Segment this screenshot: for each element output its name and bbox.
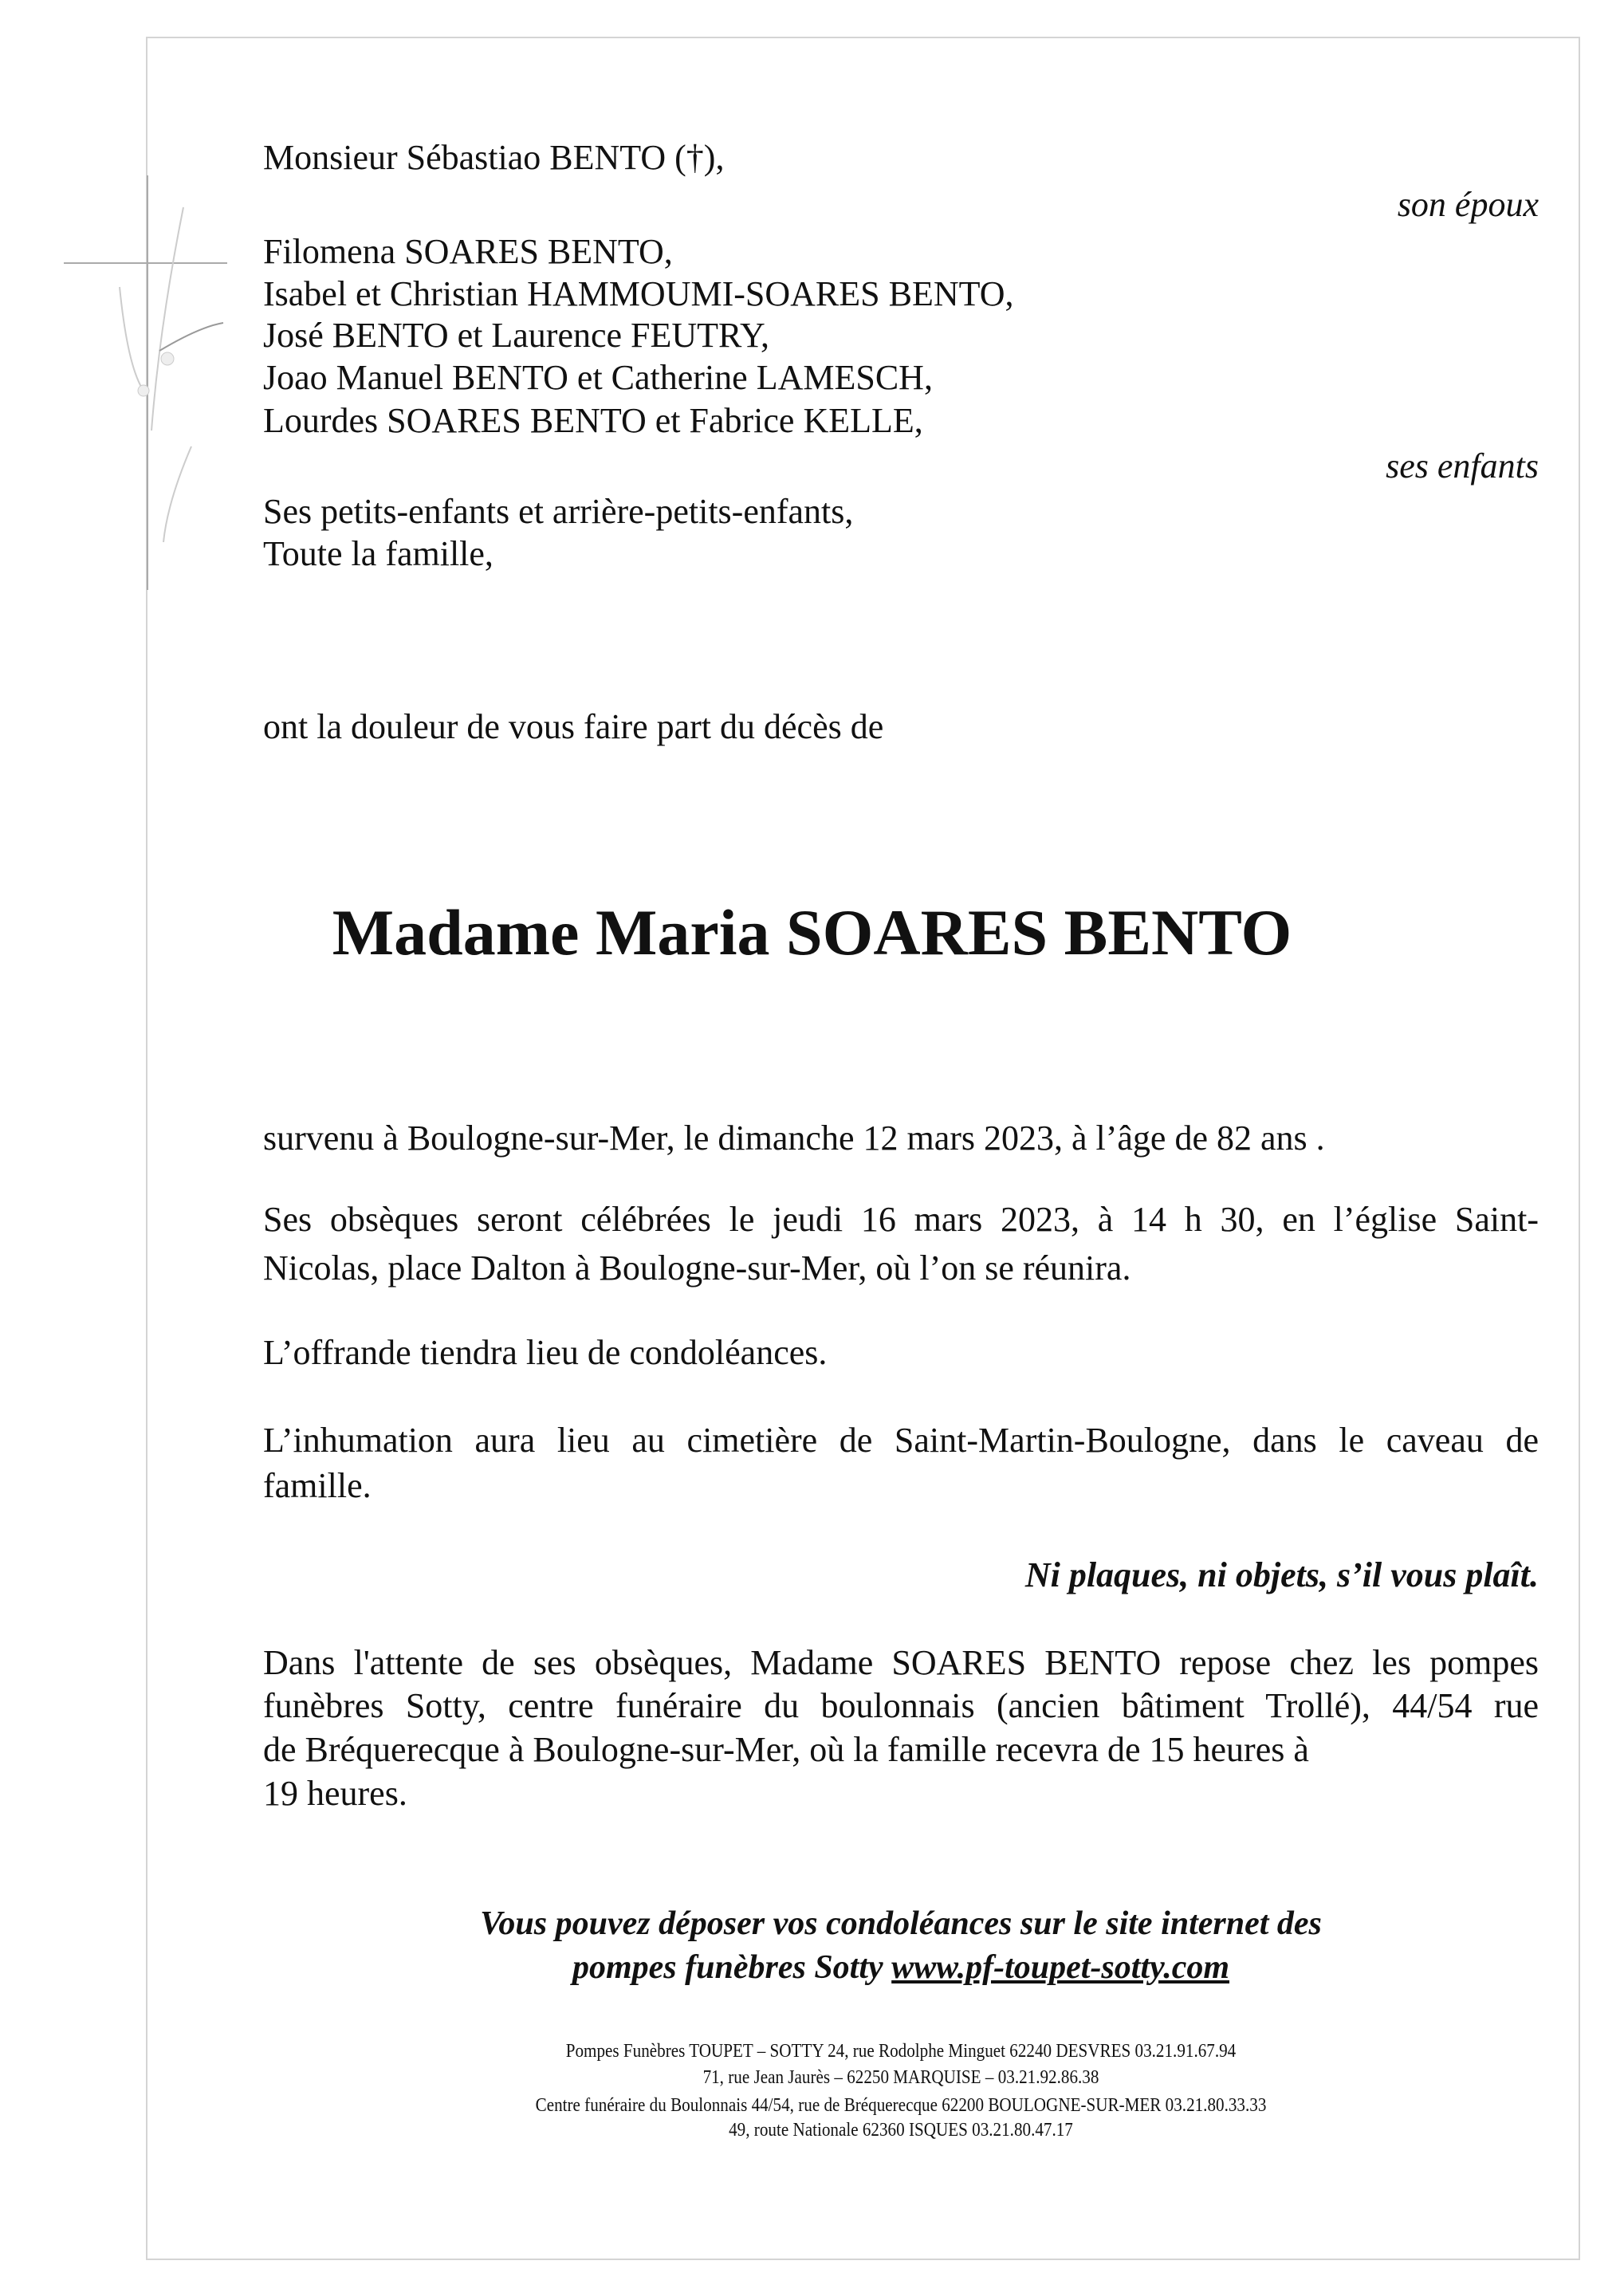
burial-line: L’inhumation aura lieu au cimetière de Saint-Martin-Boulogne, dans le caveau de <box>263 1421 1539 1460</box>
burial-line: famille. <box>263 1466 372 1505</box>
offering-line: L’offrande tiendra lieu de condoléances. <box>263 1333 828 1372</box>
child-line: José BENTO et Laurence FEUTRY, <box>263 316 770 355</box>
funeral-line: Ses obsèques seront célébrées le jeudi 16 mars 2023, à 14 h 30, en l’église Saint- <box>263 1200 1539 1239</box>
footer-line: 49, route Nationale 62360 ISQUES 03.21.80.47.17 <box>729 2120 1073 2141</box>
children-role: ses enfants <box>1386 446 1539 486</box>
child-line: Joao Manuel BENTO et Catherine LAMESCH, <box>263 358 933 397</box>
spouse-role: son époux <box>1397 185 1539 224</box>
rest-line: Dans l'attente de ses obsèques, Madame SOARES BENTO repose chez les pompes <box>263 1643 1539 1682</box>
death-details: survenu à Boulogne-sur-Mer, le dimanche 12 mars 2023, à l’âge de 82 ans . <box>263 1119 1325 1158</box>
announcement: ont la douleur de vous faire part du décès de <box>263 707 884 746</box>
child-line: Filomena SOARES BENTO, <box>263 232 673 271</box>
cross-flower-icon <box>64 128 239 606</box>
condolences-line <box>263 1945 1539 1990</box>
deceased-name: Madame Maria SOARES BENTO <box>332 896 1292 969</box>
family-line: Ses petits-enfants et arrière-petits-enfants, <box>263 492 854 531</box>
website-link[interactable]: www.pf-toupet-sotty.com <box>891 1949 1230 1986</box>
child-line: Isabel et Christian HAMMOUMI-SOARES BENTO, <box>263 274 1014 313</box>
rest-line: 19 heures. <box>263 1774 407 1813</box>
spouse-line: Monsieur Sébastiao BENTO (†), <box>263 138 725 177</box>
footer-line: Centre funéraire du Boulonnais 44/54, rue de Bréquerecque 62200 BOULOGNE-SUR-MER 03.21.80.33.33 <box>535 2095 1267 2116</box>
footer-line: 71, rue Jean Jaurès – 62250 MARQUISE – 03.21.92.86.38 <box>702 2067 1099 2088</box>
no-flowers-request: Ni plaques, ni objets, s’il vous plaît. <box>1024 1555 1539 1594</box>
footer-line: Pompes Funèbres TOUPET – SOTTY 24, rue Rodolphe Minguet 62240 DESVRES 03.21.91.67.94 <box>565 2041 1237 2062</box>
rest-line: funèbres Sotty, centre funéraire du boulonnais (ancien bâtiment Trollé), 44/54 rue <box>263 1686 1539 1725</box>
family-line: Toute la famille, <box>263 534 493 573</box>
condolences-line: Vous pouvez déposer vos condoléances sur le site internet des <box>480 1905 1322 1942</box>
child-line: Lourdes SOARES BENTO et Fabrice KELLE, <box>263 401 923 440</box>
rest-line: de Bréquerecque à Boulogne-sur-Mer, où la famille recevra de 15 heures à <box>263 1730 1309 1769</box>
condolences-prefix: pompes funèbres Sotty <box>572 1949 892 1986</box>
funeral-line: Nicolas, place Dalton à Boulogne-sur-Mer, où l’on se réunira. <box>263 1248 1131 1288</box>
